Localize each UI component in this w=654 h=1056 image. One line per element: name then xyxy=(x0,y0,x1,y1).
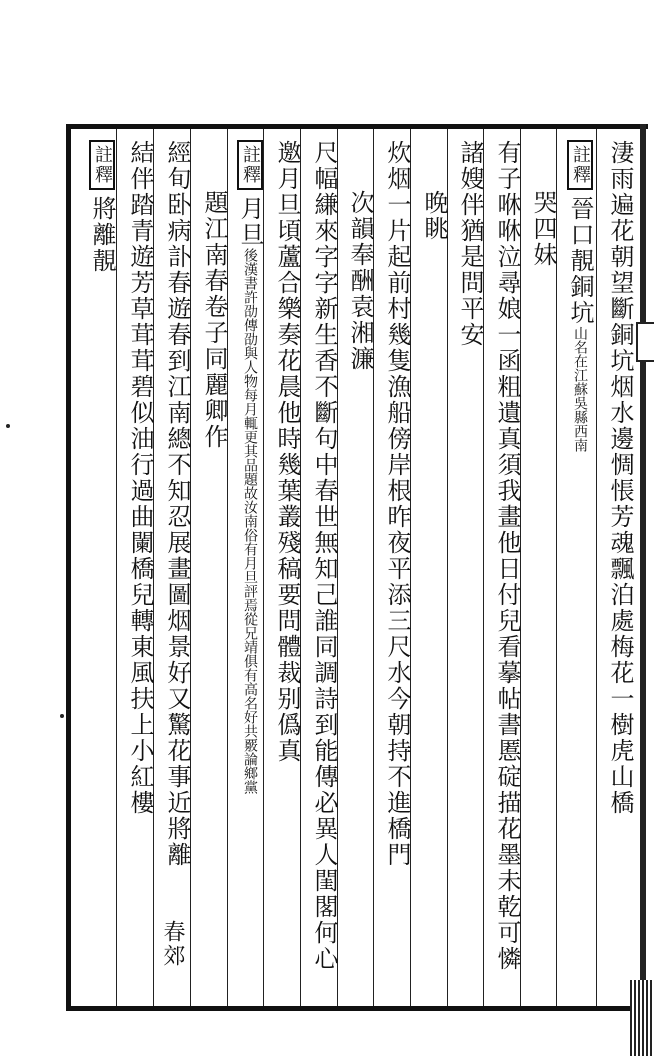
scan-speck xyxy=(60,714,64,718)
annotation-tag: 註釋 xyxy=(237,140,263,190)
poem-title-4: 題江南春卷子同麗卿作 xyxy=(200,190,228,450)
annotation-column-3 xyxy=(82,140,122,274)
annotation-note-line-2: 人物每月輒更其品題故汝南俗有月旦評焉 xyxy=(242,360,258,612)
annotation-note: 靚 xyxy=(88,248,116,274)
text-column-5: 尺幅縑來字字新生香不斷句中春世無知己誰同調詩到能傳必異人閨閣何心 xyxy=(310,140,338,972)
annotation-tag: 註釋 xyxy=(89,140,115,190)
annotation-note-line-3: 從兄靖俱有高名好共覈論鄉黨 xyxy=(242,612,258,794)
text-column-2: 有子咻咻泣尋娘一函粗遺真須我畫他日付兒看摹帖書慝碇描花墨未乾可憐 xyxy=(493,140,521,972)
annotation-note-line-2: 吳縣西南 xyxy=(572,396,588,452)
text-column-1: 淒雨遍花朝望斷銅坑烟水邊惆悵芳魂飄泊處梅花一樹虎山橋 xyxy=(606,140,634,816)
annotation-tag: 註釋 xyxy=(567,140,593,190)
annotation-note-line-1: 後漢書許劭傳劭與 xyxy=(242,248,258,360)
annotation-note-line-1: 山名在江蘇 xyxy=(572,326,588,396)
text-column-4: 炊烟一片起前村幾隻漁船傍岸根昨夜平添三尺水今朝持不進橋門 xyxy=(383,140,411,868)
text-column-7: 經旬卧病訃春遊春到江南總不知忍展畫圖烟景好又驚花事近將離 xyxy=(163,140,191,868)
annotation-column-2 xyxy=(230,140,270,794)
annotation-column-1 xyxy=(560,140,600,452)
scan-speck xyxy=(6,424,10,428)
annotation-note xyxy=(571,326,589,452)
annotation-head: 晉口靚 xyxy=(566,196,594,274)
text-column-6: 邀月旦頃蘆合樂奏花晨他時幾葉叢殘稿要問體裁别僞真 xyxy=(273,140,301,764)
annotation-term: 銅坑 xyxy=(566,274,594,326)
annotation-note xyxy=(241,248,259,794)
poem-title-3: 次韻奉酬袁湘濂 xyxy=(346,190,374,372)
column-rule xyxy=(447,129,448,1006)
text-column-8: 結伴踏青遊芳草茸茸碧似油行過曲闌橋兒轉東風扶上小紅樓 xyxy=(126,140,154,816)
page-spine-edge xyxy=(640,124,646,1011)
text-column-3: 諸嫂伴猶是問平安 xyxy=(456,140,484,348)
annotation-head: 月旦 xyxy=(236,196,264,248)
signature: 春郊 xyxy=(160,920,185,968)
poem-title-1: 哭四妹 xyxy=(529,190,557,268)
annotation-head: 將離 xyxy=(88,196,116,248)
poem-title-2: 晚眺 xyxy=(420,190,448,242)
scan-edge-shade xyxy=(630,980,654,1056)
